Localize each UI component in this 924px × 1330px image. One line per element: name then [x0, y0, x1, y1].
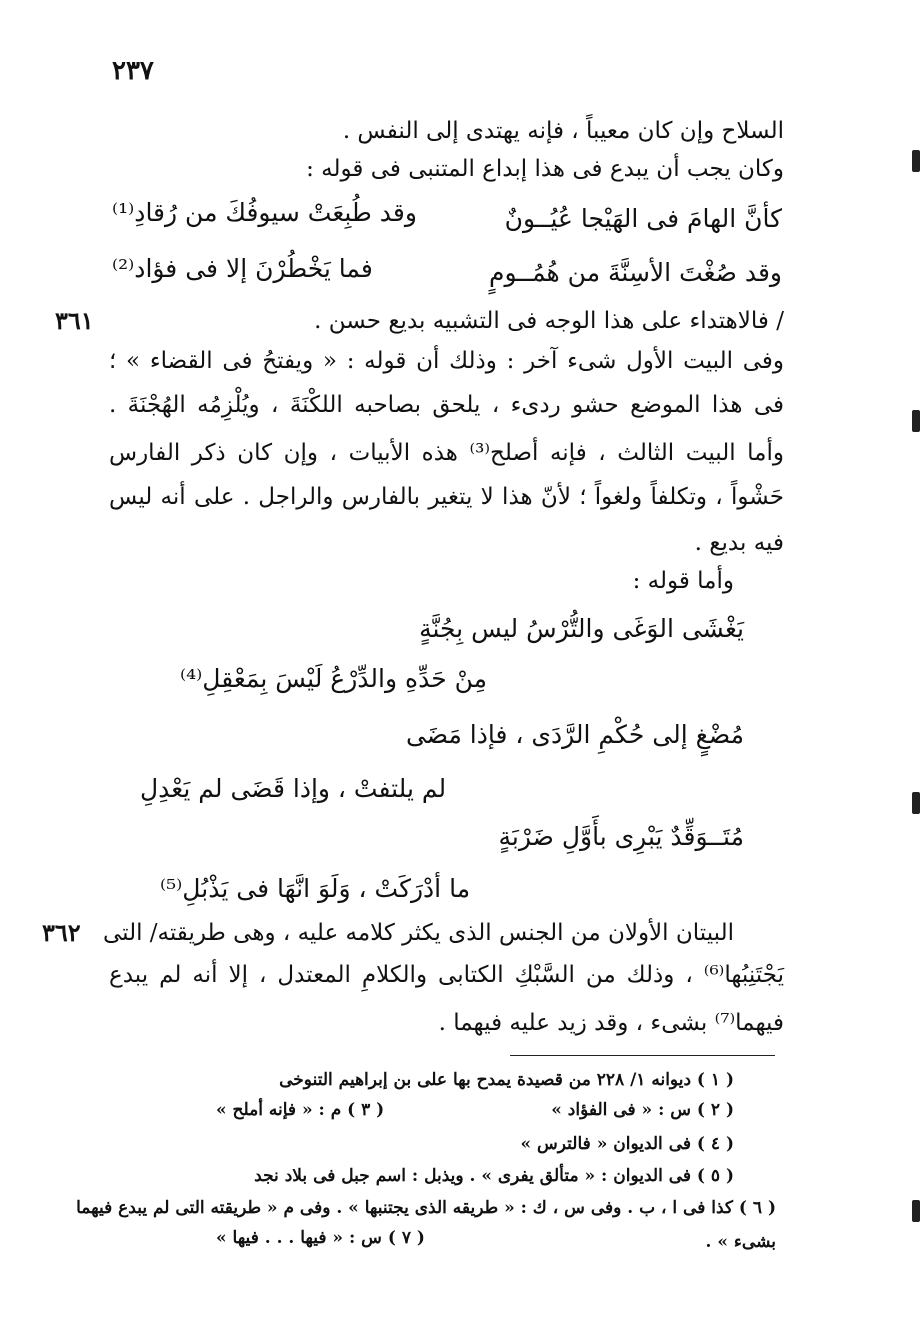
footnote-6: ( ٦ ) كذا فى ا ، ب . وفى س ، ك : « طريقه الذى يجتنبها » . وفى م « طريقته التى لم يبدع فيهما — [76, 1198, 776, 1218]
verse-2-first-hemistich: وقد صُغْتَ الأسِنَّةَ من هُمُــومٍ — [489, 258, 782, 287]
footnote-5: ( ٥ ) فى الديوان : « متألق يفرى » . ويذبل : اسم جبل فى بلاد نجد — [254, 1166, 734, 1186]
verse-2-second-hemistich: فما يَخْطُرْنَ إلا فى فؤاد⁽²⁾ — [112, 254, 373, 283]
footnote-4: ( ٤ ) فى الديوان « فالترس » — [520, 1134, 734, 1154]
page-number: ٢٣٧ — [112, 56, 154, 86]
footnote-3: ( ٣ ) م : « فإنه أملح » — [216, 1100, 385, 1120]
margin-number-362: ٣٦٢ — [42, 918, 81, 947]
footnote-separator — [510, 1055, 775, 1056]
poem-line-6: ما أدْرَكَتْ ، وَلَوَ انَّهَا فى يَذْبُلِ⁽⁵⁾ — [160, 874, 471, 903]
poem-line-1: يَغْشَى الوَغَى والتُّرْسُ ليس بِجُنَّةٍ — [419, 614, 744, 643]
poem-line-5: مُتَــوَقِّدٌ يَبْرِى بأَوَّلِ ضَرْبَةٍ — [498, 822, 744, 851]
text-line-10: البيتان الأولان من الجنس الذى يكثر كلامه عليه ، وهى طريقته/ التى — [102, 920, 734, 946]
scan-edge-mark — [912, 792, 920, 814]
text-line-2: وكان يجب أن يبدع فى هذا إبداع المتنبى فى قوله : — [306, 156, 784, 182]
footnote-2: ( ٢ ) س : « فى الفؤاد » — [551, 1100, 734, 1120]
text-line-1: السلاح وإن كان معيباً ، فإنه يهتدى إلى النفس . — [342, 118, 784, 144]
verse-1-first-hemistich: كأنَّ الهامَ فى الهَيْجا عُيُــونٌ — [504, 204, 782, 233]
poem-line-3: مُضْغٍ إلى حُكْمِ الرَّدَى ، فإذا مَضَى — [405, 720, 744, 749]
footnote-7: ( ٧ ) س : « فيها . . . فيها » — [216, 1228, 425, 1248]
text-line-6: وأما البيت الثالث ، فإنه أصلح⁽³⁾ هذه الأبيات ، وإن كان ذكر الفارس — [109, 440, 784, 466]
text-line-7: حَشْواً ، وتكلفاً ولغواً ؛ لأنّ هذا لا يتغير بالفارس والراجل . على أنه ليس — [109, 484, 784, 510]
footnote-6-continuation: بشىء » . — [705, 1232, 776, 1252]
text-line-12: فيهما⁽⁷⁾ بشىء ، وقد زيد عليه فيهما . — [438, 1010, 784, 1036]
text-line-5: فى هذا الموضع حشو ردىء ، يلحق بصاحبه اللكْنَةَ ، ويُلْزِمُه الهُجْنَةَ . — [109, 392, 784, 418]
scan-edge-mark — [912, 150, 920, 172]
text-line-11: يَجْتَنِبُها⁽⁶⁾ ، وذلك من السَّبْكِ الكتابى والكلامِ المعتدل ، إلا أنه لم يبدع — [109, 962, 784, 988]
margin-number-361: ٣٦١ — [55, 306, 94, 335]
footnote-1: ( ١ ) ديوانه ١/ ٢٢٨ من قصيدة يمدح بها على بن إبراهيم التنوخى — [279, 1070, 734, 1090]
verse-1-second-hemistich: وقد طُبِعَتْ سيوفُكَ من رُقادِ⁽¹⁾ — [112, 198, 417, 227]
text-line-4: وفى البيت الأول شىء آخر : وذلك أن قوله : « ويفتحُ فى القضاء » ؛ — [109, 348, 784, 374]
text-line-8: فيه بديع . — [694, 530, 784, 556]
scan-edge-mark — [912, 410, 920, 432]
poem-line-2: مِنْ حَدِّهِ والدِّرْعُ لَيْسَ بِمَعْقِلِ⁽⁴⁾ — [180, 664, 488, 693]
text-line-9: وأما قوله : — [632, 568, 734, 594]
poem-line-4: لم يلتفتْ ، وإذا قَضَى لم يَعْدِلِ — [140, 774, 447, 803]
text-line-3: / فالاهتداء على هذا الوجه فى التشبيه بديع حسن . — [314, 308, 784, 334]
scan-edge-mark — [912, 1200, 920, 1222]
